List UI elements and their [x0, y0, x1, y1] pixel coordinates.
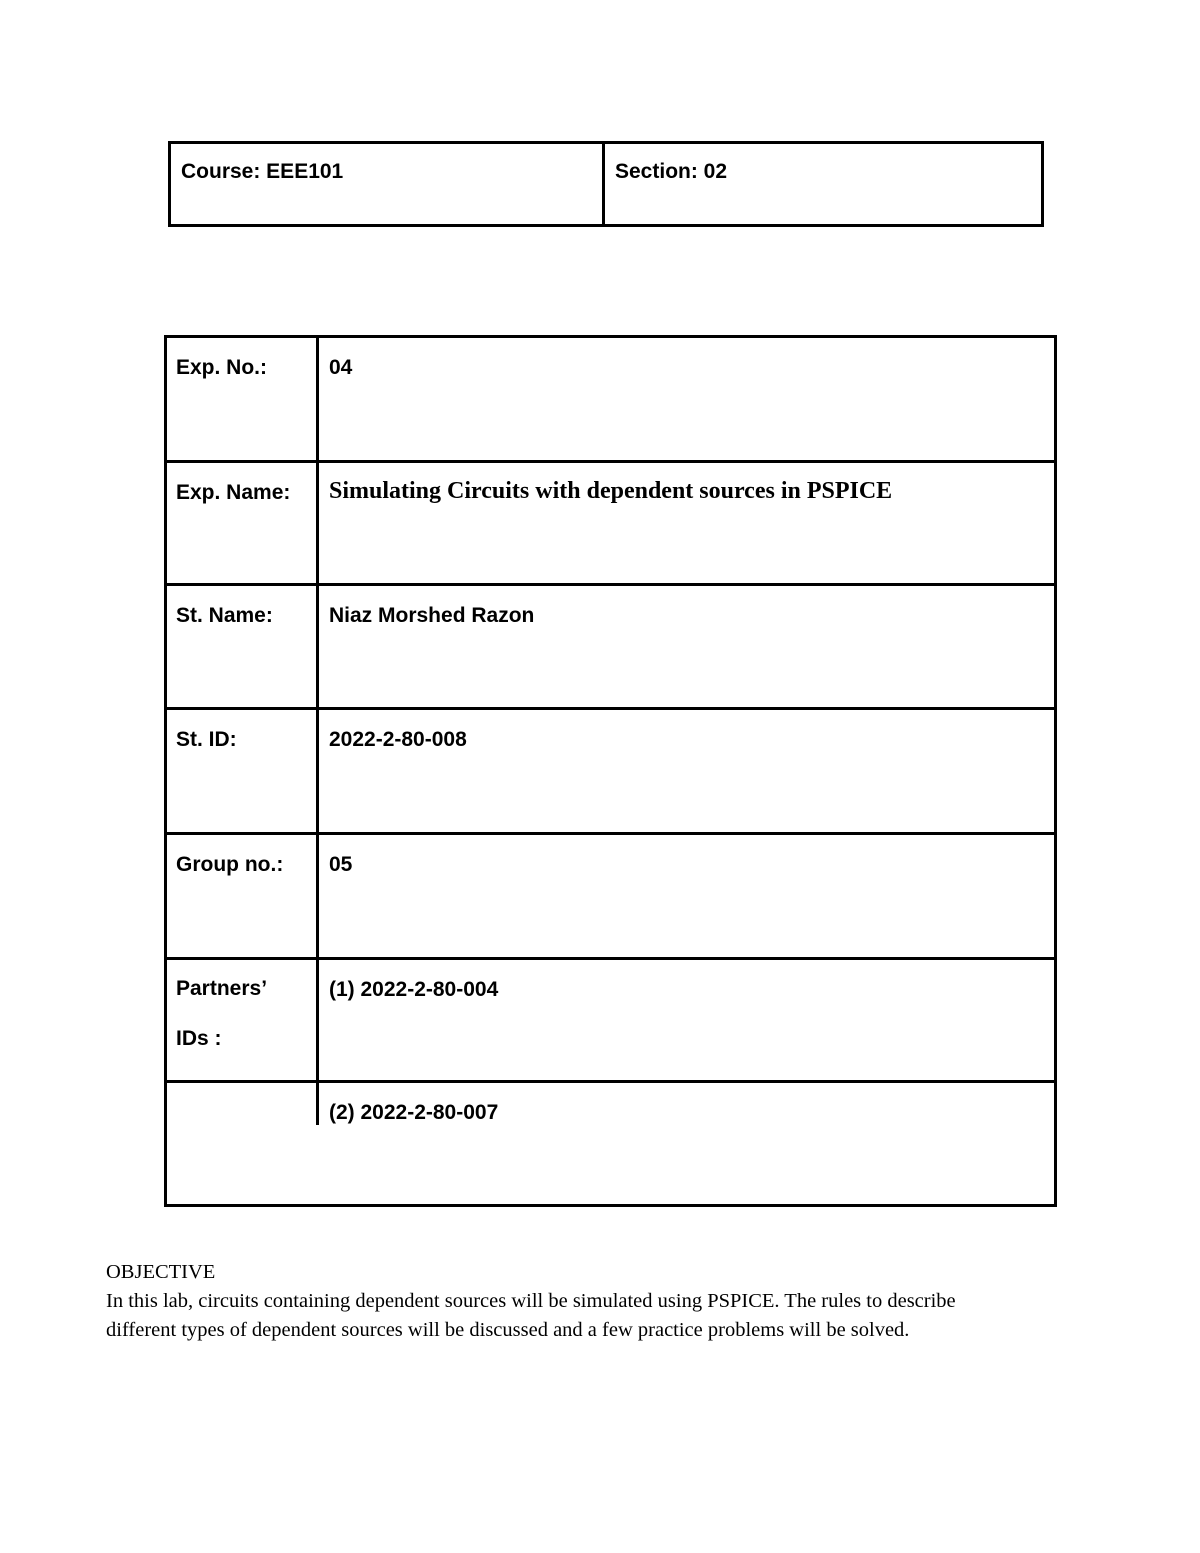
exp-name-label: Exp. Name: [167, 463, 319, 583]
experiment-info-table [164, 335, 1057, 1207]
empty-label-cell [167, 1083, 319, 1125]
table-row-partner-1 [167, 960, 1054, 1083]
table-row-partner-2 [167, 1083, 1054, 1125]
student-id-label: St. ID: [167, 710, 319, 832]
student-id-value: 2022-2-80-008 [329, 728, 467, 751]
course-section-box [168, 141, 1044, 227]
table-row-exp-no [167, 338, 1054, 463]
table-row-student-id [167, 710, 1054, 835]
partners-label-line-2: IDs : [176, 1027, 222, 1050]
objective-section [106, 1258, 1006, 1345]
course-cell: Course: EEE101 [171, 144, 605, 224]
partners-label-line-1: Partners’ [176, 977, 268, 1000]
table-row-student-name [167, 586, 1054, 710]
partner-2-value: (2) 2022-2-80-007 [329, 1101, 499, 1124]
student-name-label: St. Name: [167, 586, 319, 707]
partners-ids-label [167, 960, 319, 1080]
exp-no-value: 04 [329, 356, 353, 379]
group-no-value: 05 [329, 853, 353, 876]
partner-1-value: (1) 2022-2-80-004 [329, 978, 499, 1001]
group-no-label: Group no.: [167, 835, 319, 957]
objective-heading: OBJECTIVE [106, 1261, 216, 1283]
exp-no-label: Exp. No.: [167, 338, 319, 460]
objective-text: In this lab, circuits containing dependent sources will be simulated using PSPICE. The rules to describe different types of dependent sources will be discussed and a few practice problems will be solved. [106, 1290, 956, 1341]
table-row-group-no [167, 835, 1054, 960]
section-cell: Section: 02 [615, 160, 728, 183]
table-row-exp-name [167, 463, 1054, 586]
student-name-value: Niaz Morshed Razon [329, 604, 535, 627]
exp-name-value: Simulating Circuits with dependent sources in PSPICE [329, 478, 893, 504]
